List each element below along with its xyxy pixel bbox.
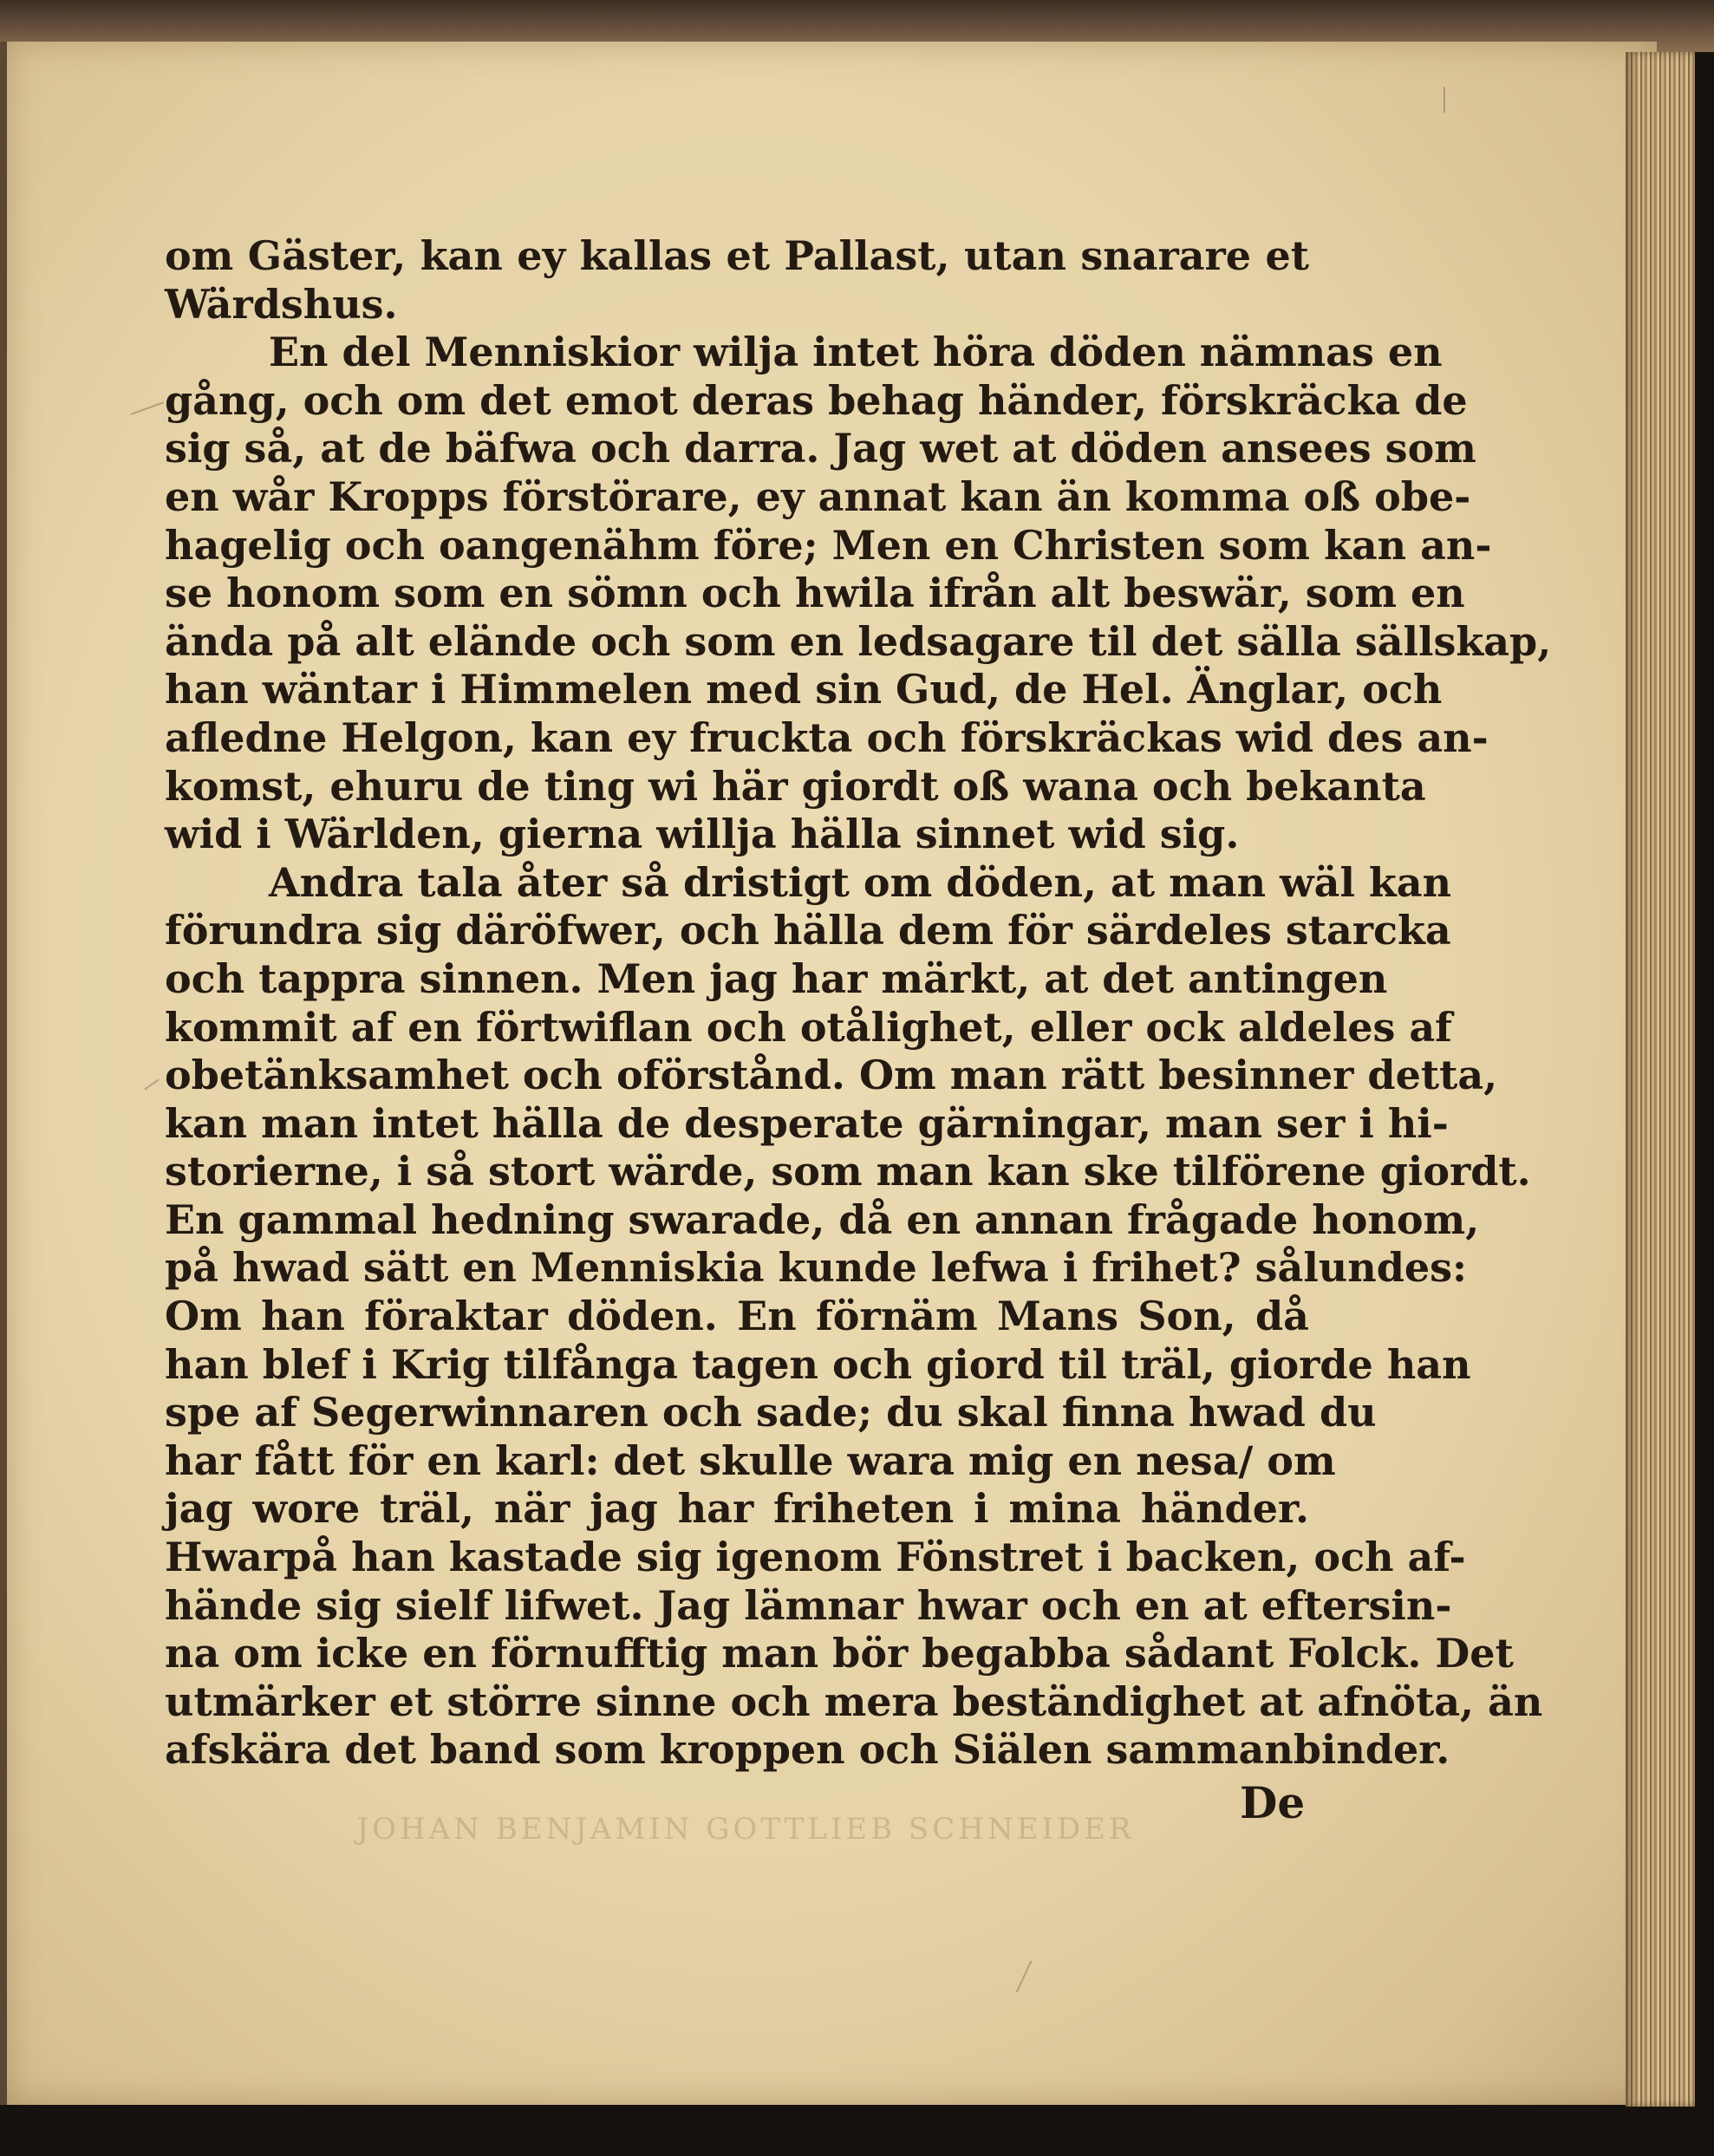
text-line: afledne Helgon, kan ey fruckta och förskräckas wid des an- [165, 713, 1489, 761]
text-line: hände sig sielf lifwet. Jag lämnar hwar och en at eftersin- [165, 1581, 1452, 1629]
text-line: han blef i Krig tilfånga tagen och giord til träl, giorde han [165, 1340, 1471, 1388]
text-line: sig så, at de bäfwa och darra. Jag wet at döden ansees som [165, 425, 1476, 472]
text-line: kan man intet hälla de desperate gärningar, man ser i hi- [165, 1099, 1449, 1147]
text-line: En del Menniskior wilja intet höra döden nämnas en [269, 329, 1443, 376]
text-line: afskära det band som kroppen och Siälen sammanbinder. [165, 1726, 1450, 1774]
text-line: En gammal hedning swarade, då en annan frågade honom, [165, 1195, 1480, 1243]
text-line: komst, ehuru de ting wi här giordt oß wana och bekanta [165, 762, 1426, 810]
text-line: förundra sig däröfwer, och hälla dem för särdeles starcka [165, 907, 1451, 954]
text-line: om Gäster, kan ey kallas et Pallast, utan snarare et [165, 232, 1309, 279]
ink-mark [1444, 87, 1445, 113]
page-left-shadow [0, 42, 7, 2105]
catchword: De [1240, 1777, 1306, 1828]
text-line: Wärdshus. [165, 280, 398, 328]
text-line: se honom som en sömn och hwila ifrån alt beswär, som en [165, 570, 1465, 617]
text-line: och tappra sinnen. Men jag har märkt, at det antingen [165, 954, 1388, 1002]
text-line: utmärker et större sinne och mera beständighet at afnöta, än [165, 1677, 1543, 1725]
text-line: kommit af en förtwiflan och otålighet, eller ock aldeles af [165, 1003, 1452, 1051]
library-stamp-ghost: JOHAN BENJAMIN GOTTLIEB SCHNEIDER [356, 1812, 1135, 1847]
text-line: spe af Segerwinnaren och sade; du skal finna hwad du [165, 1389, 1377, 1436]
text-line: na om icke en förnufftig man bör begabba sådant Folck. Det [165, 1630, 1514, 1677]
text-line: gång, och om det emot deras behag händer, förskräcka de [165, 376, 1468, 424]
text-line: en wår Kropps förstörare, ey annat kan än komma oß obe- [165, 472, 1471, 520]
text-line: wid i Wärlden, gierna willja hälla sinnet wid sig. [165, 811, 1240, 858]
text-line: obetänksamhet och oförstånd. Om man rätt besinner detta, [165, 1052, 1498, 1099]
text-line: ända på alt elände och som en ledsagare til det sälla sällskap, [165, 617, 1552, 665]
text-line: hagelig och oangenähm före; Men en Christen som kan an- [165, 521, 1492, 569]
text-line: har fått för en karl: det skulle wara mig en nesa/ om [165, 1436, 1336, 1484]
text-line: jag wore träl, när jag har friheten i mina händer. [165, 1485, 1309, 1533]
text-line: han wäntar i Himmelen med sin Gud, de Hel. Änglar, och [165, 666, 1443, 713]
text-line: storierne, i så stort wärde, som man kan ske tilförene giordt. [165, 1148, 1531, 1195]
page-edges-right [1626, 52, 1695, 2107]
text-line: Hwarpå han kastade sig igenom Fönstret i backen, och af- [165, 1534, 1466, 1581]
text-line: på hwad sätt en Menniskia kunde lefwa i frihet? sålundes: [165, 1244, 1468, 1292]
text-line: Andra tala åter så dristigt om döden, at man wäl kan [269, 858, 1452, 906]
body-text [165, 232, 1552, 1775]
text-line: Om han föraktar döden. En förnäm Mans Son, då [165, 1293, 1309, 1340]
